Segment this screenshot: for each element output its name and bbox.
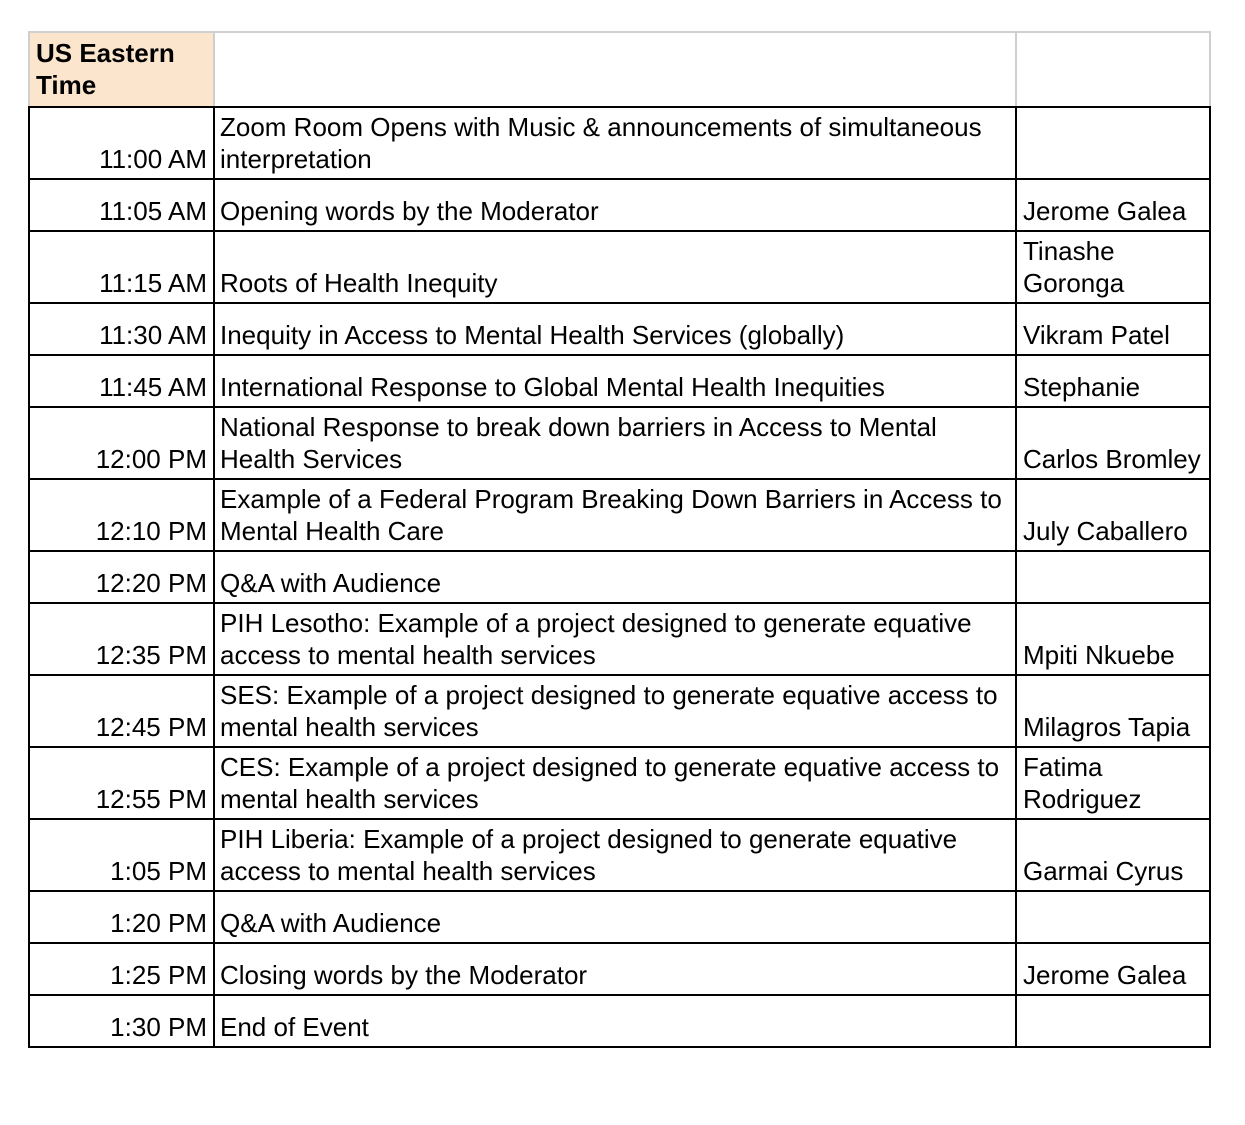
time-cell: 12:10 PM [29, 479, 214, 551]
time-cell: 12:20 PM [29, 551, 214, 603]
activity-cell: CES: Example of a project designed to generate equative access to mental health services [214, 747, 1016, 819]
time-cell: 11:45 AM [29, 355, 214, 407]
schedule-sheet [28, 31, 1209, 1048]
activity-cell: Roots of Health Inequity [214, 231, 1016, 303]
schedule-row [29, 355, 1210, 407]
speaker-cell: Fatima Rodriguez [1016, 747, 1210, 819]
activity-cell: National Response to break down barriers in Access to Mental Health Services [214, 407, 1016, 479]
speaker-cell: Stephanie [1016, 355, 1210, 407]
schedule-row [29, 819, 1210, 891]
time-cell: 1:20 PM [29, 891, 214, 943]
speaker-cell: Carlos Bromley [1016, 407, 1210, 479]
activity-cell: Closing words by the Moderator [214, 943, 1016, 995]
activity-cell: Zoom Room Opens with Music & announcements of simultaneous interpretation [214, 107, 1016, 179]
schedule-row [29, 891, 1210, 943]
time-cell: 11:15 AM [29, 231, 214, 303]
activity-cell: PIH Lesotho: Example of a project designed to generate equative access to mental health services [214, 603, 1016, 675]
time-cell: 12:35 PM [29, 603, 214, 675]
activity-cell: Example of a Federal Program Breaking Down Barriers in Access to Mental Health Care [214, 479, 1016, 551]
header-activity-cell [214, 32, 1016, 107]
schedule-table [28, 31, 1211, 1048]
activity-cell: PIH Liberia: Example of a project designed to generate equative access to mental health services [214, 819, 1016, 891]
activity-cell: End of Event [214, 995, 1016, 1047]
schedule-row [29, 231, 1210, 303]
time-cell: 11:00 AM [29, 107, 214, 179]
schedule-row [29, 303, 1210, 355]
speaker-cell: July Caballero [1016, 479, 1210, 551]
activity-cell: Q&A with Audience [214, 891, 1016, 943]
schedule-row [29, 995, 1210, 1047]
time-cell: 11:30 AM [29, 303, 214, 355]
schedule-row [29, 675, 1210, 747]
header-speaker-cell [1016, 32, 1210, 107]
schedule-row [29, 747, 1210, 819]
speaker-cell: Jerome Galea [1016, 943, 1210, 995]
schedule-row [29, 479, 1210, 551]
activity-cell: Opening words by the Moderator [214, 179, 1016, 231]
schedule-row [29, 107, 1210, 179]
activity-cell: International Response to Global Mental Health Inequities [214, 355, 1016, 407]
speaker-cell: Vikram Patel [1016, 303, 1210, 355]
speaker-cell [1016, 891, 1210, 943]
time-cell: 11:05 AM [29, 179, 214, 231]
header-row [29, 32, 1210, 107]
time-cell: 1:30 PM [29, 995, 214, 1047]
speaker-cell [1016, 551, 1210, 603]
schedule-row [29, 179, 1210, 231]
schedule-row [29, 407, 1210, 479]
activity-cell: SES: Example of a project designed to generate equative access to mental health services [214, 675, 1016, 747]
speaker-cell: Milagros Tapia [1016, 675, 1210, 747]
speaker-cell: Garmai Cyrus [1016, 819, 1210, 891]
speaker-cell [1016, 995, 1210, 1047]
speaker-cell [1016, 107, 1210, 179]
schedule-row [29, 943, 1210, 995]
speaker-cell: Mpiti Nkuebe [1016, 603, 1210, 675]
schedule-row [29, 603, 1210, 675]
activity-cell: Q&A with Audience [214, 551, 1016, 603]
speaker-cell: Tinashe Goronga [1016, 231, 1210, 303]
time-cell: 12:00 PM [29, 407, 214, 479]
time-cell: 12:55 PM [29, 747, 214, 819]
speaker-cell: Jerome Galea [1016, 179, 1210, 231]
schedule-row [29, 551, 1210, 603]
header-time-cell: US Eastern Time [29, 32, 214, 107]
activity-cell: Inequity in Access to Mental Health Services (globally) [214, 303, 1016, 355]
time-cell: 1:25 PM [29, 943, 214, 995]
schedule-body [29, 32, 1210, 1047]
time-cell: 12:45 PM [29, 675, 214, 747]
time-cell: 1:05 PM [29, 819, 214, 891]
